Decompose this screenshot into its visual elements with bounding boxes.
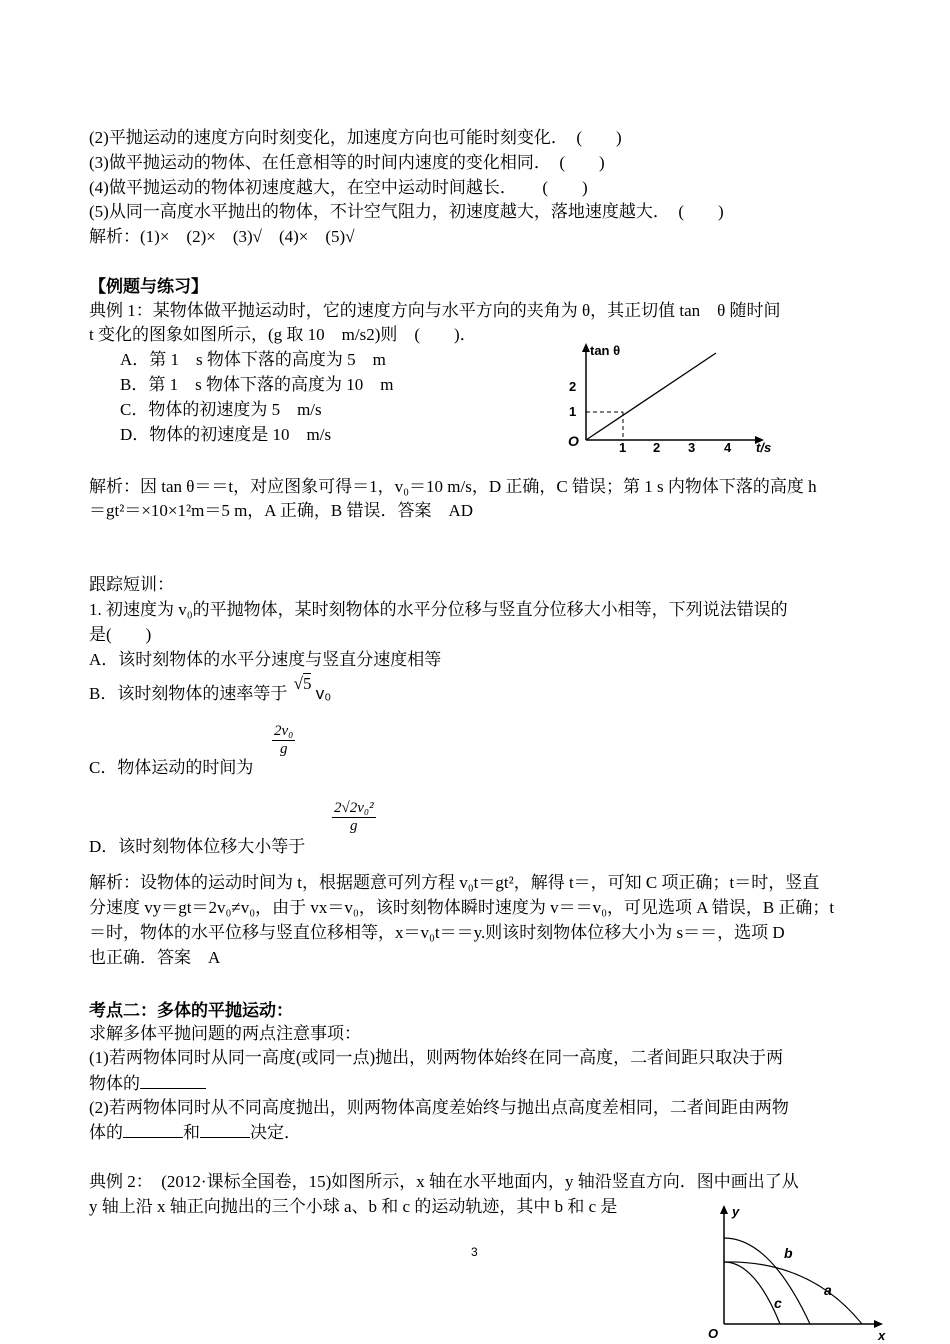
example1-text: 典例 1：某物体做平抛运动时，它的速度方向与水平方向的夹角为 θ，其正切值 tan θ 随时间 (89, 301, 781, 320)
example1-option-a: A．第 1 s 物体下落的高度为 5 m (120, 350, 386, 369)
graph1-y-tick-1: 1 (569, 404, 577, 419)
judge-answer: 解析：(1)× (2)× (3)√ (4)× (5)√ (89, 227, 355, 246)
trajectory-c (724, 1262, 780, 1324)
option-c-fraction (272, 723, 295, 758)
practice-solution: 解析：设物体的运动时间为 t，根据题意可列方程 v₀t＝gt²，解得 t＝，可知 C 项正确；t＝时，竖直 (89, 873, 820, 892)
section2-point1-2 (89, 1072, 206, 1095)
graph1-x-tick-1: 1 (619, 440, 627, 455)
practice-option-b (89, 674, 332, 705)
fill-blank (140, 1072, 206, 1089)
practice-option-a: A．该时刻物体的水平分速度与竖直分速度相等 (89, 650, 442, 669)
point2-text-c: 决定． (250, 1123, 301, 1142)
example1-option-d: D．物体的初速度是 10 m/s (120, 425, 332, 444)
example1-solution: 解析：因 tan θ＝＝t，对应图象可得＝1，v₀＝10 m/s，D 正确，C 错误；第 1 s 内物体下落的高度 h (89, 477, 817, 496)
point2-text-b: 和 (183, 1123, 200, 1142)
practice-title: 跟踪短训： (89, 575, 174, 594)
practice-option-d (89, 836, 305, 858)
option-d-fraction (332, 800, 376, 835)
graph2-origin: O (708, 1326, 719, 1341)
graph1-line (586, 353, 716, 440)
graph2-y-label: y (732, 1204, 740, 1219)
tan-theta-graph (560, 340, 790, 455)
trajectory-diagram (700, 1198, 896, 1342)
graph2-x-label: x (878, 1328, 886, 1342)
graph1-y-arrow (582, 343, 590, 352)
section2-intro: 求解多体平抛问题的两点注意事项： (89, 1024, 361, 1043)
section-heading-multi-body: 考点二：多体的平抛运动： (89, 1001, 293, 1020)
curve-label-c: c (774, 1295, 782, 1311)
graph1-origin: O (568, 433, 579, 449)
section-heading-examples: 【例题与练习】 (89, 277, 208, 296)
graph2-x-arrow (874, 1320, 883, 1328)
practice-solution-2: 分速度 vy＝gt＝2v₀≠v₀，由于 vx＝v₀，该时刻物体瞬时速度为 v＝＝v₀，可见选项 A 错误，B 正确；t (89, 898, 835, 917)
practice-question-2: 是( ) (89, 625, 152, 644)
fraction-numerator: 2√2v₀² (334, 800, 374, 816)
example1-option-c: C．物体的初速度为 5 m/s (120, 400, 322, 419)
fraction-denominator: g (350, 818, 358, 834)
practice-question: 1. 初速度为 v₀的平抛物体，某时刻物体的水平分位移与竖直分位移大小相等，下列说法错误的 (89, 600, 788, 619)
example1-option-b: B．第 1 s 物体下落的高度为 10 m (120, 375, 394, 394)
option-b-label: B．该时刻物体的速率等于 (89, 684, 288, 703)
graph1-x-tick-4: 4 (724, 440, 732, 455)
judge-item-2: (2)平抛运动的速度方向时刻变化，加速度方向也可能时刻变化． ( ) (89, 128, 622, 147)
point2-text-a: 体的 (89, 1123, 123, 1142)
example1-text-2: t 变化的图象如图所示，(g 取 10 m/s2)则 ( )． (89, 325, 477, 344)
graph2-y-arrow (720, 1205, 728, 1214)
page-number: 3 (471, 1245, 478, 1259)
section2-point2: (2)若两物体同时从不同高度抛出，则两物体高度差始终与抛出点高度差相同，二者间距由两物 (89, 1098, 789, 1117)
trajectory-a (724, 1262, 862, 1324)
judge-item-4: (4)做平抛运动的物体初速度越大，在空中运动时间越长． ( ) (89, 178, 588, 197)
practice-solution-4: 也正确．答案 A (89, 948, 221, 967)
example1-solution-2: ＝gt²＝×10×1²m＝5 m，A 正确，B 错误．答案 AD (89, 501, 474, 520)
fill-blank (123, 1121, 183, 1138)
section2-point2-2 (89, 1121, 301, 1144)
fraction-numerator: 2v₀ (274, 723, 294, 739)
graph1-y-label: tan θ (590, 343, 621, 358)
option-b-tail: v₀ (315, 684, 332, 703)
graph1-x-label: t/s (756, 440, 772, 455)
practice-solution-3: ＝时，物体的水平位移与竖直位移相等，x＝v₀t＝＝y.则该时刻物体位移大小为 s＝＝，选项 D (89, 923, 785, 942)
graph1-x-tick-3: 3 (688, 440, 696, 455)
sqrt-radicand: 5 (302, 674, 312, 693)
example2-text: 典例 2： (2012·课标全国卷，15)如图所示，x 轴在水平地面内，y 轴沿竖直方向．图中画出了从 (89, 1172, 799, 1191)
judge-item-5: (5)从同一高度水平抛出的物体，不计空气阻力，初速度越大，落地速度越大． ( ) (89, 202, 724, 221)
example2-text-2: y 轴上沿 x 轴正向抛出的三个小球 a、b 和 c 的运动轨迹，其中 b 和 c 是 (89, 1197, 618, 1216)
practice-option-c (89, 757, 253, 779)
judge-item-3: (3)做平抛运动的物体、在任意相等的时间内速度的变化相同． ( ) (89, 153, 605, 172)
fraction-denominator: g (279, 741, 288, 757)
graph1-x-tick-2: 2 (653, 440, 661, 455)
point1-text: 物体的 (89, 1074, 140, 1093)
curve-label-a: a (824, 1282, 832, 1298)
fill-blank (200, 1121, 250, 1138)
option-c-label: C．物体运动的时间为 (89, 758, 254, 777)
option-d-label: D．该时刻物体位移大小等于 (89, 837, 306, 856)
sqrt-expression: √5 (293, 674, 312, 693)
section2-point1: (1)若两物体同时从同一高度(或同一点)抛出，则两物体始终在同一高度，二者间距只取决于两 (89, 1048, 784, 1067)
graph1-y-tick-2: 2 (569, 379, 577, 394)
curve-label-b: b (784, 1245, 793, 1261)
trajectory-b (724, 1238, 810, 1324)
